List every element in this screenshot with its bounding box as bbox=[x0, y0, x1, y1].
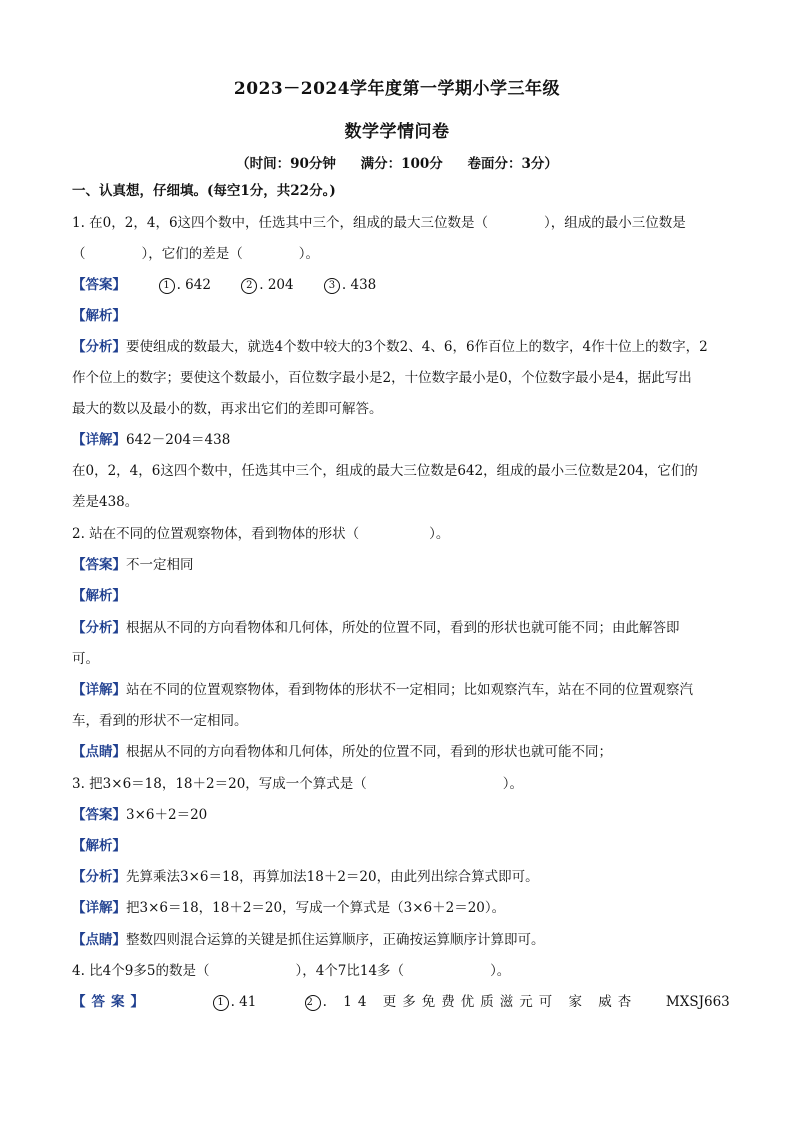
q1-fenxi-3: 最大的数以及最小的数，再求出它们的差即可解答。 bbox=[72, 401, 383, 417]
q1-answer-1: 1 . 642 bbox=[159, 276, 211, 294]
q3-fenxi: 【分析】先算乘法3×6＝18，再算加法18＋2＝20，由此列出综合算式即可。 bbox=[72, 869, 539, 885]
question-3: 3. 把3×6＝18，18＋2＝20，写成一个算式是（ ）。 bbox=[72, 776, 524, 792]
q2-fenxi-1: 【分析】根据从不同的方向看物体和几何体，所处的位置不同，看到的形状也就可能不同；由此解答即 bbox=[72, 620, 680, 636]
q1-answer bbox=[72, 276, 732, 294]
q2-fenxi-2: 可。 bbox=[72, 651, 99, 667]
question-1-line1 bbox=[72, 214, 732, 232]
q4-answer-1: 1 . 41 bbox=[213, 993, 257, 1011]
q1-text: （ bbox=[72, 246, 86, 262]
q1-detail-3: 差是438。 bbox=[72, 494, 139, 510]
q3-detail: 【详解】把3×6＝18，18＋2＝20，写成一个算式是（3×6＋2＝20）。 bbox=[72, 900, 506, 916]
exam-time: （时间：90分钟 bbox=[236, 156, 336, 172]
section-heading: 一、认真想，仔细填。(每空1分，共22分。) bbox=[72, 183, 336, 199]
question-1-line2 bbox=[72, 245, 732, 263]
q3-point: 【点睛】整数四则混合运算的关键是抓住运算顺序，正确按运算顺序计算即可。 bbox=[72, 932, 545, 948]
q2-answer: 【答案】不一定相同 bbox=[72, 557, 194, 573]
q2-detail-2: 车，看到的形状不一定相同。 bbox=[72, 713, 248, 729]
q1-text: ），它们的差是（ bbox=[141, 246, 243, 262]
q1-text: 1. 在0，2，4，6这四个数中，任选其中三个，组成的最大三位数是（ bbox=[72, 215, 489, 231]
analysis-tag: 【解析】 bbox=[72, 308, 126, 324]
analysis-tag: 【解析】 bbox=[72, 588, 126, 604]
answer-tag: 【答案】 bbox=[72, 994, 150, 1010]
q1-fenxi-1: 【分析】要使组成的数最大，就选4个数中较大的3个数2、4、6，6作百位上的数字，4作十位上的数字，2 bbox=[72, 339, 708, 355]
q1-detail-1: 【详解】642－204＝438 bbox=[72, 432, 231, 448]
q3-answer: 【答案】3×6＋2＝20 bbox=[72, 807, 208, 823]
q1-answer-2: 2 . 204 bbox=[241, 276, 293, 294]
question-4: 4. 比4个9多5的数是（ ），4个7比14多（ ）。 bbox=[72, 963, 511, 979]
q1-text: ），组成的最小三位数是 bbox=[544, 215, 686, 231]
q4-answer bbox=[72, 993, 732, 1011]
q2-point: 【点睛】根据从不同的方向看物体和几何体，所处的位置不同，看到的形状也就可能不同； bbox=[72, 744, 612, 760]
exam-full-score: 满分：100分 bbox=[360, 156, 443, 172]
q1-detail-2: 在0，2，4，6这四个数中，任选其中三个，组成的最大三位数是642，组成的最小三位数是204，它们的 bbox=[72, 463, 698, 479]
q2-detail-1: 【详解】站在不同的位置观察物体，看到物体的形状不一定相同；比如观察汽车，站在不同的位置观察汽 bbox=[72, 682, 693, 698]
q1-text: ）。 bbox=[298, 246, 319, 262]
q4-answer-2: 2 . 14 更多免费优质滋元可 家 威杏 bbox=[306, 994, 638, 1010]
page-subtitle: 数学学情问卷 bbox=[344, 122, 450, 142]
watermark-code: MXSJ663 bbox=[665, 994, 730, 1010]
question-2: 2. 站在不同的位置观察物体，看到物体的形状（ ）。 bbox=[72, 526, 450, 542]
q1-fenxi-2: 作个位上的数字；要使这个数最小，百位数字最小是2，十位数字最小是0，个位数字最小是4，据此写出 bbox=[72, 370, 692, 386]
page-title: 2023－2024学年度第一学期小学三年级 bbox=[233, 79, 561, 99]
exam-info bbox=[0, 152, 794, 172]
q1-answer-3: 3 . 438 bbox=[324, 276, 376, 294]
exam-neatness-score: 卷面分：3分） bbox=[467, 156, 558, 172]
answer-tag: 【答案】 bbox=[72, 277, 126, 293]
analysis-tag: 【解析】 bbox=[72, 838, 126, 854]
